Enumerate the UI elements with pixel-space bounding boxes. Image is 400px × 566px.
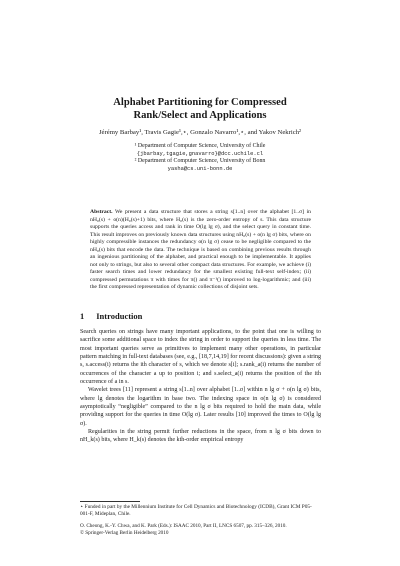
proceedings-citation: O. Cheong, K.-Y. Chwa, and K. Park (Eds.): ISAAC 2010, Part II, LNCS 6507, pp. 315–326, 2010. <box>80 523 287 529</box>
email-chile: {jbarbay,tgagie,gnavarro}@dcc.uchile.cl <box>136 150 264 157</box>
paragraph-2: Wavelet trees [11] represent a string s[1..n] over alphabet [1..σ] within n lg σ + o(n lg σ) bits, where lg denotes the logarithm in base two. The indexing space in o(n lg σ) is considered asymptotically “negligible” compared to the n lg σ bits required to hold the main data, while providing support for the queries in time O(lg σ). Later results [10] improved the times to O(lg lg σ). <box>80 387 321 427</box>
title-line-2: Rank/Select and Applications <box>133 110 267 121</box>
abstract-text: We present a data structure that stores a string s[1..n] over the alphabet [1..σ] in nH₀(s) + o(n)(H₀(s)+1) bits, where H₀(s) is the zero-order entropy of s. This data structure supports the queries access and rank in time O(lg lg σ), and the select query in constant time. This result improves on previously known data structures using nH₀(s) + o(n lg σ) bits, where on highly compressible instances the redundancy o(n lg σ) cease to be negligible compared to the nH₀(s) bits that encode the data. The technique is based on combining previous results through an ingenious partitioning of the alphabet, and practical enough to be implementable. It applies not only to strings, but also to several other compact data structures. For example, we achieve (i) faster search times and lower redundancy for the smallest existing full-text self-index; (ii) compressed permutations π with times for π() and π⁻¹() improved to log-logarithmic; and (iii) the first compressed representation of dynamic collections of disjoint sets. <box>90 209 311 291</box>
footnote-text: ⋆ Funded in part by the Millennium Institute for Cell Dynamics and Biotechnology (ICDB), Grant ICM P05-001-F, Mideplan, Chile. <box>80 504 312 517</box>
title-line-1: Alphabet Partitioning for Compressed <box>113 97 287 108</box>
section-number: 1 <box>80 311 85 321</box>
email-bonn: yasha@cs.uni-bonn.de <box>167 165 233 172</box>
affiliation-1: ¹ Department of Computer Science, University of Chile <box>134 143 266 149</box>
copyright-notice: © Springer-Verlag Berlin Heidelberg 2010 <box>80 529 169 536</box>
section-heading <box>80 311 330 321</box>
footnote <box>80 504 321 518</box>
body-text <box>80 328 321 445</box>
abstract-label: Abstract. <box>90 209 113 215</box>
section-title: Introduction <box>96 311 143 321</box>
affiliation-2: ² Department of Computer Science, University of Bonn <box>134 158 266 165</box>
affiliations <box>70 143 330 173</box>
paragraph-1: Search queries on strings have many important applications, to the point that one is willing to sacrifice some additional space to index the string in order to support the queries in less time. The most important queries serve as primitives to implement many other operations, in particular pattern matching in full-text databases (see, e.g., [18,7,14,19] for recent discussions): given a string s, s.access(i) returns the ith character of s, which we denote s[i]; s.rank_a(i) returns the number of occurrences of the character a up to position i; and s.select_a(i) returns the position of the ith occurrence of a in s. <box>80 329 321 386</box>
paragraph-3: Regularities in the string permit further reductions in the space, from n lg σ bits down to nH_k(s) bits, where H_k(s) denotes the kth-order empirical entropy <box>80 429 321 444</box>
author-list: Jérémy Barbay¹, Travis Gagie¹,⋆, Gonzalo Navarro¹,⋆, and Yakov Nekrich² <box>98 129 302 136</box>
paper-title <box>60 96 340 122</box>
copyright-block <box>80 523 321 537</box>
abstract <box>90 209 311 292</box>
footnote-rule <box>80 501 140 502</box>
